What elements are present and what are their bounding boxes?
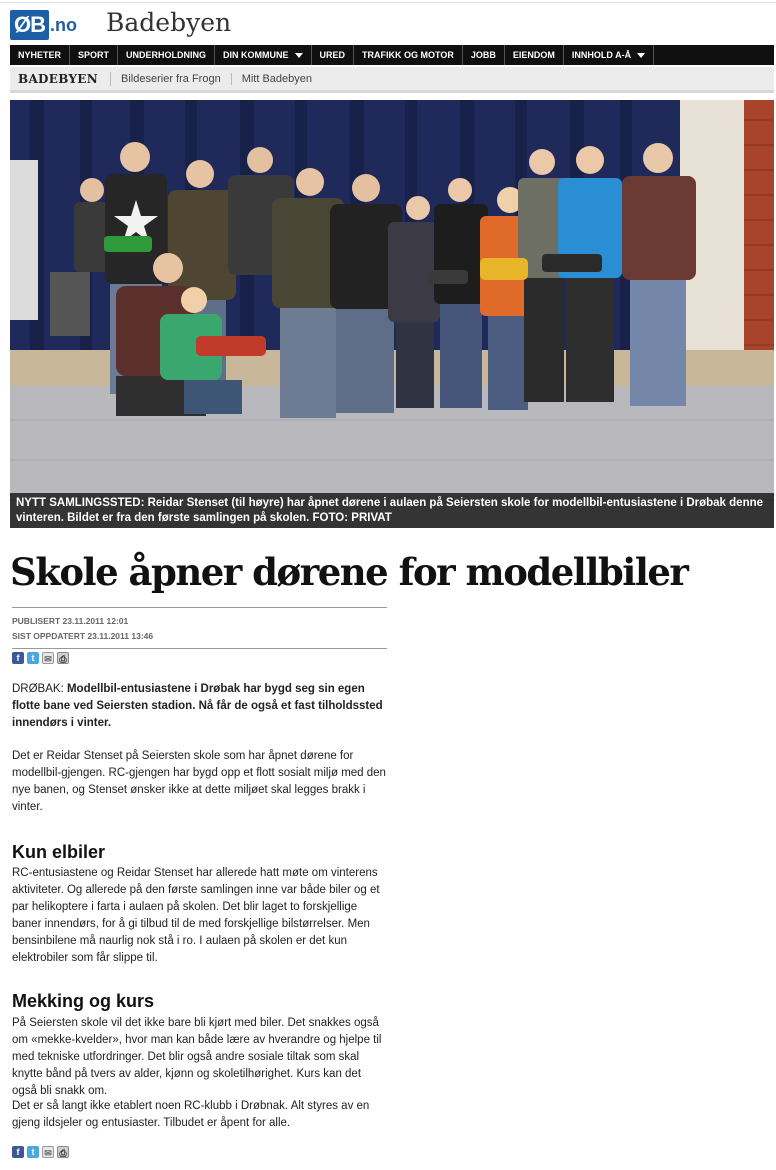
site-logo[interactable]: [10, 6, 77, 40]
nav-item-jobb[interactable]: JOBB: [463, 45, 505, 65]
site-title[interactable]: Badebyen: [106, 8, 232, 37]
twitter-icon[interactable]: t: [27, 652, 39, 664]
caret-down-icon: [295, 53, 303, 58]
subheading-mekking-og-kurs: Mekking og kurs: [12, 991, 155, 1011]
subheading-kun-elbiler: Kun elbiler: [12, 842, 106, 862]
group-photo-illustration: [10, 100, 774, 528]
share-bar-top: [12, 652, 69, 664]
caret-down-icon: [637, 53, 645, 58]
article-paragraph-4: Det er så langt ikke etablert noen RC-klubb i Drøbnak. Alt styres av en gjeng ildsjeler og entusiaster. Tilbudet er åpent for alle.: [12, 1100, 370, 1129]
lead-place: DRØBAK:: [12, 683, 67, 695]
share-bar-bottom: [12, 1146, 69, 1158]
published-date: PUBLISERT 23.11.2011 12:01: [12, 616, 129, 626]
section-brand[interactable]: BADEBYEN: [10, 72, 111, 86]
print-icon[interactable]: ⎙: [57, 652, 69, 664]
facebook-icon[interactable]: f: [12, 1146, 24, 1158]
nav-item-innhold-a-a[interactable]: INNHOLD A-Å: [564, 45, 654, 65]
article-paragraph-1: Det er Reidar Stenset på Seiersten skole som har åpnet dørene for modellbil-gjengen. RC-gjengen har bygd opp et flott sosialt miljø med den nye banen, og Stenset ønsker ikke at dette miljøet skal legges brakk i vinter.: [12, 750, 386, 813]
logo-mark: ØB: [10, 10, 49, 40]
article-paragraph-2: RC-entusiastene og Reidar Stenset har allerede hatt møte om vinterens aktiviteter. Og allerede på den første samlingen inne var både biler og et par helikoptere i farta i aulaen på skolen. Det blir laget to forskjellige baner innendørs, for å gi tilbud til de med forskjellige bilstørrelser. Men bensinbilene må naurlig nok stå i ro. I aulaen på skolen er det kun elektrobiler som får slippe til.: [12, 867, 380, 964]
nav-item-eiendom[interactable]: EIENDOM: [505, 45, 564, 65]
updated-date: SIST OPPDATERT 23.11.2011 13:46: [12, 631, 154, 641]
print-icon[interactable]: ⎙: [57, 1146, 69, 1158]
nav-item-ured[interactable]: URED: [312, 45, 355, 65]
logo-suffix: .no: [50, 15, 77, 35]
article-photo: [10, 100, 774, 528]
article-headline: Skole åpner dørene for modellbiler: [10, 550, 688, 594]
article-paragraph-3: På Seiersten skole vil det ikke bare bli kjørt med biler. Det snakkes også om «mekke-kvelder», hvor man kan både lære av hverandre og hjelpe til med tekniske utfordringer. Det blir også andre sosiale tiltak som skal knytte bånd på tvers av alder, kjønn og skoletilhørighet. Kurs kan det også bli snakk om.: [12, 1017, 382, 1097]
photo-caption: NYTT SAMLINGSSTED: Reidar Stenset (til høyre) har åpnet dørene i aulaen på Seiersten skole for modellbil-entusiastene i Drøbak denne vinteren. Bildet er fra den første samlingen på skolen. FOTO: PRIVAT: [10, 493, 774, 528]
main-nav: [10, 45, 774, 65]
site-header: [10, 6, 774, 44]
nav-item-trafikk-og-motor[interactable]: TRAFIKK OG MOTOR: [354, 45, 463, 65]
sub-link-bildeserier[interactable]: Bildeserier fra Frogn: [111, 73, 232, 85]
nav-item-din-kommune[interactable]: DIN KOMMUNE: [215, 45, 312, 65]
sub-link-mitt-badebyen[interactable]: Mitt Badebyen: [241, 72, 313, 85]
email-icon[interactable]: ✉: [42, 652, 54, 664]
lead-text: Modellbil-entusiastene i Drøbak har bygd seg sin egen flotte bane ved Seiersten stadion. Nå får de også et fast tilholdssted innendørs i vinter.: [12, 683, 383, 729]
facebook-icon[interactable]: f: [12, 652, 24, 664]
top-border: [0, 0, 776, 3]
section-subbar: [10, 67, 774, 93]
article-meta: [12, 607, 387, 649]
email-icon[interactable]: ✉: [42, 1146, 54, 1158]
nav-item-nyheter[interactable]: NYHETER: [10, 45, 70, 65]
nav-item-sport[interactable]: SPORT: [70, 45, 118, 65]
twitter-icon[interactable]: t: [27, 1146, 39, 1158]
article-lead: [12, 681, 387, 732]
nav-item-underholdning[interactable]: UNDERHOLDNING: [118, 45, 215, 65]
